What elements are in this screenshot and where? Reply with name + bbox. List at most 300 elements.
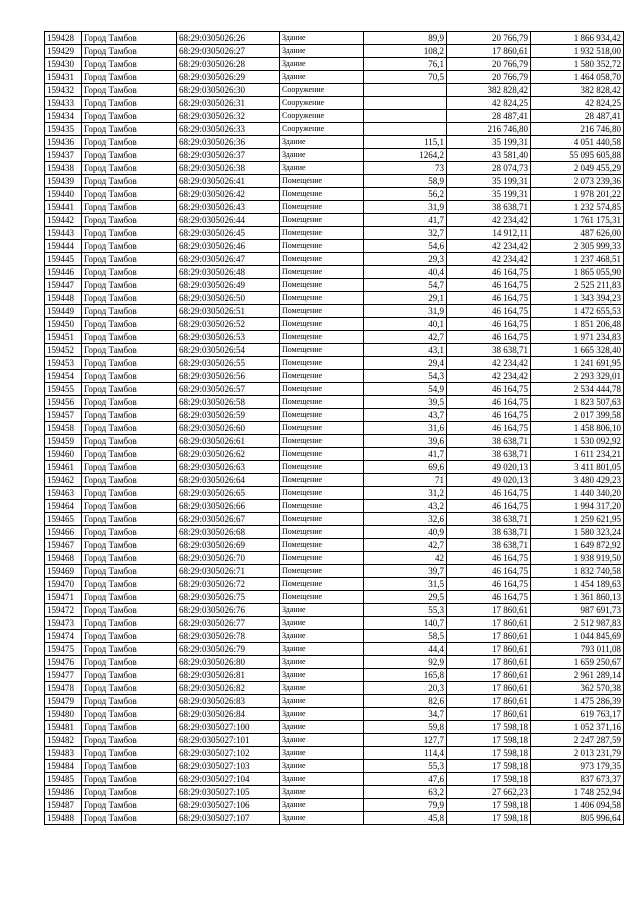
cadastral-number-cell: 68:29:0305026:52: [177, 318, 280, 331]
object-type-cell: Помещение: [280, 461, 364, 474]
city-name-cell: Город Тамбов: [82, 682, 177, 695]
object-type-cell: Здание: [280, 799, 364, 812]
table-row: [45, 370, 624, 383]
cadastral-number-cell: 68:29:0305027:103: [177, 760, 280, 773]
specific-value-cell: 46 164,75: [447, 565, 531, 578]
specific-value-cell: 38 638,71: [447, 201, 531, 214]
specific-value-cell: 46 164,75: [447, 409, 531, 422]
table-row: [45, 435, 624, 448]
row-number-cell: 159482: [45, 734, 82, 747]
area-value-cell: 43,7: [364, 409, 447, 422]
table-row: [45, 318, 624, 331]
table-row: [45, 591, 624, 604]
specific-value-cell: 17 860,61: [447, 617, 531, 630]
cadastral-number-cell: 68:29:0305026:82: [177, 682, 280, 695]
object-type-cell: Здание: [280, 656, 364, 669]
table-row: [45, 552, 624, 565]
table-row: [45, 669, 624, 682]
row-number-cell: 159477: [45, 669, 82, 682]
cadastral-number-cell: 68:29:0305026:63: [177, 461, 280, 474]
cadastral-number-cell: 68:29:0305026:33: [177, 123, 280, 136]
specific-value-cell: 17 860,61: [447, 708, 531, 721]
city-name-cell: Город Тамбов: [82, 474, 177, 487]
city-name-cell: Город Тамбов: [82, 175, 177, 188]
cadastral-value-cell: 1 851 206,48: [531, 318, 624, 331]
cadastral-value-cell: 362 570,38: [531, 682, 624, 695]
cadastral-number-cell: 68:29:0305026:69: [177, 539, 280, 552]
city-name-cell: Город Тамбов: [82, 526, 177, 539]
cadastral-number-cell: 68:29:0305026:84: [177, 708, 280, 721]
specific-value-cell: 20 766,79: [447, 71, 531, 84]
cadastral-number-cell: 68:29:0305026:67: [177, 513, 280, 526]
cadastral-value-sheet: [44, 31, 624, 825]
table-row: [45, 240, 624, 253]
city-name-cell: Город Тамбов: [82, 539, 177, 552]
cadastral-number-cell: 68:29:0305026:46: [177, 240, 280, 253]
area-value-cell: 76,1: [364, 58, 447, 71]
cadastral-number-cell: 68:29:0305026:55: [177, 357, 280, 370]
cadastral-number-cell: 68:29:0305026:83: [177, 695, 280, 708]
area-value-cell: 32,6: [364, 513, 447, 526]
table-row: [45, 71, 624, 84]
city-name-cell: Город Тамбов: [82, 760, 177, 773]
row-number-cell: 159434: [45, 110, 82, 123]
cadastral-value-cell: 2 305 999,33: [531, 240, 624, 253]
cadastral-value-cell: 1 580 352,72: [531, 58, 624, 71]
row-number-cell: 159478: [45, 682, 82, 695]
specific-value-cell: 42 234,42: [447, 240, 531, 253]
cadastral-value-cell: 1 971 234,83: [531, 331, 624, 344]
object-type-cell: Сооружение: [280, 110, 364, 123]
specific-value-cell: 35 199,31: [447, 175, 531, 188]
table-row: [45, 422, 624, 435]
object-type-cell: Помещение: [280, 318, 364, 331]
table-row: [45, 188, 624, 201]
city-name-cell: Город Тамбов: [82, 773, 177, 786]
object-type-cell: Помещение: [280, 305, 364, 318]
object-type-cell: Здание: [280, 149, 364, 162]
area-value-cell: 43,2: [364, 500, 447, 513]
table-row: [45, 656, 624, 669]
area-value-cell: 79,9: [364, 799, 447, 812]
object-type-cell: Помещение: [280, 500, 364, 513]
city-name-cell: Город Тамбов: [82, 214, 177, 227]
area-value-cell: 54,6: [364, 240, 447, 253]
object-type-cell: Помещение: [280, 435, 364, 448]
specific-value-cell: 49 020,13: [447, 474, 531, 487]
table-row: [45, 331, 624, 344]
area-value-cell: [364, 97, 447, 110]
specific-value-cell: 28 487,41: [447, 110, 531, 123]
object-type-cell: Помещение: [280, 253, 364, 266]
area-value-cell: [364, 84, 447, 97]
table-row: [45, 396, 624, 409]
object-type-cell: Помещение: [280, 279, 364, 292]
cadastral-value-cell: 1 866 934,42: [531, 32, 624, 45]
city-name-cell: Город Тамбов: [82, 799, 177, 812]
object-type-cell: Помещение: [280, 383, 364, 396]
area-value-cell: 108,2: [364, 45, 447, 58]
object-type-cell: Сооружение: [280, 84, 364, 97]
cadastral-value-cell: 1 611 234,21: [531, 448, 624, 461]
cadastral-value-cell: 1 361 860,13: [531, 591, 624, 604]
cadastral-number-cell: 68:29:0305026:75: [177, 591, 280, 604]
row-number-cell: 159445: [45, 253, 82, 266]
area-value-cell: 82,6: [364, 695, 447, 708]
cadastral-number-cell: 68:29:0305027:106: [177, 799, 280, 812]
city-name-cell: Город Тамбов: [82, 357, 177, 370]
cadastral-value-cell: 837 673,37: [531, 773, 624, 786]
cadastral-value-cell: 42 824,25: [531, 97, 624, 110]
specific-value-cell: 46 164,75: [447, 500, 531, 513]
object-type-cell: Здание: [280, 58, 364, 71]
table-row: [45, 45, 624, 58]
row-number-cell: 159469: [45, 565, 82, 578]
area-value-cell: 29,3: [364, 253, 447, 266]
object-type-cell: Помещение: [280, 370, 364, 383]
object-type-cell: Помещение: [280, 591, 364, 604]
area-value-cell: 41,7: [364, 214, 447, 227]
area-value-cell: 42,7: [364, 539, 447, 552]
object-type-cell: Здание: [280, 617, 364, 630]
specific-value-cell: 46 164,75: [447, 305, 531, 318]
area-value-cell: 39,6: [364, 435, 447, 448]
row-number-cell: 159432: [45, 84, 82, 97]
cadastral-value-cell: 793 011,08: [531, 643, 624, 656]
object-type-cell: Помещение: [280, 201, 364, 214]
area-value-cell: 31,9: [364, 305, 447, 318]
area-value-cell: 43,1: [364, 344, 447, 357]
specific-value-cell: 49 020,13: [447, 461, 531, 474]
object-type-cell: Помещение: [280, 175, 364, 188]
specific-value-cell: 28 074,73: [447, 162, 531, 175]
specific-value-cell: 46 164,75: [447, 578, 531, 591]
cadastral-number-cell: 68:29:0305027:107: [177, 812, 280, 825]
table-row: [45, 786, 624, 799]
object-type-cell: Помещение: [280, 357, 364, 370]
area-value-cell: 29,1: [364, 292, 447, 305]
cadastral-number-cell: 68:29:0305026:31: [177, 97, 280, 110]
specific-value-cell: 46 164,75: [447, 279, 531, 292]
table-row: [45, 604, 624, 617]
cadastral-number-cell: 68:29:0305026:50: [177, 292, 280, 305]
object-type-cell: Помещение: [280, 331, 364, 344]
cadastral-number-cell: 68:29:0305026:57: [177, 383, 280, 396]
specific-value-cell: 38 638,71: [447, 526, 531, 539]
cadastral-number-cell: 68:29:0305026:61: [177, 435, 280, 448]
city-name-cell: Город Тамбов: [82, 721, 177, 734]
table-row: [45, 292, 624, 305]
row-number-cell: 159453: [45, 357, 82, 370]
table-row: [45, 643, 624, 656]
specific-value-cell: 46 164,75: [447, 396, 531, 409]
table-row: [45, 799, 624, 812]
city-name-cell: Город Тамбов: [82, 162, 177, 175]
cadastral-number-cell: 68:29:0305026:29: [177, 71, 280, 84]
row-number-cell: 159460: [45, 448, 82, 461]
specific-value-cell: 17 860,61: [447, 656, 531, 669]
cadastral-number-cell: 68:29:0305026:58: [177, 396, 280, 409]
area-value-cell: 42: [364, 552, 447, 565]
cadastral-value-cell: 1 241 691,95: [531, 357, 624, 370]
object-type-cell: Здание: [280, 643, 364, 656]
city-name-cell: Город Тамбов: [82, 643, 177, 656]
row-number-cell: 159451: [45, 331, 82, 344]
city-name-cell: Город Тамбов: [82, 747, 177, 760]
row-number-cell: 159430: [45, 58, 82, 71]
table-row: [45, 695, 624, 708]
row-number-cell: 159487: [45, 799, 82, 812]
object-type-cell: Помещение: [280, 227, 364, 240]
cadastral-number-cell: 68:29:0305027:102: [177, 747, 280, 760]
table-row: [45, 123, 624, 136]
table-row: [45, 721, 624, 734]
row-number-cell: 159449: [45, 305, 82, 318]
cadastral-value-cell: 1 530 092,92: [531, 435, 624, 448]
cadastral-number-cell: 68:29:0305026:51: [177, 305, 280, 318]
specific-value-cell: 17 860,61: [447, 630, 531, 643]
city-name-cell: Город Тамбов: [82, 383, 177, 396]
city-name-cell: Город Тамбов: [82, 344, 177, 357]
row-number-cell: 159471: [45, 591, 82, 604]
cadastral-number-cell: 68:29:0305026:32: [177, 110, 280, 123]
specific-value-cell: 17 860,61: [447, 45, 531, 58]
object-type-cell: Здание: [280, 162, 364, 175]
object-type-cell: Помещение: [280, 188, 364, 201]
cadastral-number-cell: 68:29:0305026:26: [177, 32, 280, 45]
specific-value-cell: 17 598,18: [447, 760, 531, 773]
city-name-cell: Город Тамбов: [82, 396, 177, 409]
cadastral-value-cell: 2 961 289,14: [531, 669, 624, 682]
table-row: [45, 32, 624, 45]
table-row: [45, 760, 624, 773]
cadastral-value-cell: 2 049 455,29: [531, 162, 624, 175]
area-value-cell: [364, 110, 447, 123]
cadastral-value-cell: 28 487,41: [531, 110, 624, 123]
table-row: [45, 279, 624, 292]
cadastral-value-table: [44, 31, 624, 825]
table-row: [45, 617, 624, 630]
cadastral-number-cell: 68:29:0305026:66: [177, 500, 280, 513]
area-value-cell: 40,9: [364, 526, 447, 539]
specific-value-cell: 38 638,71: [447, 513, 531, 526]
specific-value-cell: 17 598,18: [447, 799, 531, 812]
area-value-cell: 31,6: [364, 422, 447, 435]
cadastral-value-cell: 2 293 329,01: [531, 370, 624, 383]
cadastral-value-cell: 619 763,17: [531, 708, 624, 721]
cadastral-number-cell: 68:29:0305026:78: [177, 630, 280, 643]
object-type-cell: Здание: [280, 695, 364, 708]
table-row: [45, 409, 624, 422]
object-type-cell: Здание: [280, 45, 364, 58]
area-value-cell: 54,7: [364, 279, 447, 292]
object-type-cell: Помещение: [280, 552, 364, 565]
specific-value-cell: 14 912,11: [447, 227, 531, 240]
row-number-cell: 159481: [45, 721, 82, 734]
row-number-cell: 159428: [45, 32, 82, 45]
area-value-cell: 63,2: [364, 786, 447, 799]
cadastral-number-cell: 68:29:0305027:104: [177, 773, 280, 786]
object-type-cell: Здание: [280, 630, 364, 643]
specific-value-cell: 35 199,31: [447, 136, 531, 149]
cadastral-number-cell: 68:29:0305026:64: [177, 474, 280, 487]
table-row: [45, 201, 624, 214]
specific-value-cell: 17 860,61: [447, 643, 531, 656]
cadastral-number-cell: 68:29:0305026:76: [177, 604, 280, 617]
cadastral-number-cell: 68:29:0305026:65: [177, 487, 280, 500]
row-number-cell: 159479: [45, 695, 82, 708]
row-number-cell: 159456: [45, 396, 82, 409]
area-value-cell: 29,5: [364, 591, 447, 604]
area-value-cell: 40,4: [364, 266, 447, 279]
specific-value-cell: 42 234,42: [447, 214, 531, 227]
object-type-cell: Здание: [280, 734, 364, 747]
specific-value-cell: 46 164,75: [447, 552, 531, 565]
area-value-cell: 58,9: [364, 175, 447, 188]
row-number-cell: 159458: [45, 422, 82, 435]
cadastral-number-cell: 68:29:0305026:30: [177, 84, 280, 97]
specific-value-cell: 20 766,79: [447, 58, 531, 71]
city-name-cell: Город Тамбов: [82, 448, 177, 461]
cadastral-number-cell: 68:29:0305026:56: [177, 370, 280, 383]
object-type-cell: Помещение: [280, 565, 364, 578]
cadastral-number-cell: 68:29:0305026:27: [177, 45, 280, 58]
table-row: [45, 58, 624, 71]
cadastral-value-cell: 1 052 371,16: [531, 721, 624, 734]
cadastral-number-cell: 68:29:0305026:60: [177, 422, 280, 435]
specific-value-cell: 42 824,25: [447, 97, 531, 110]
cadastral-number-cell: 68:29:0305027:101: [177, 734, 280, 747]
row-number-cell: 159468: [45, 552, 82, 565]
row-number-cell: 159483: [45, 747, 82, 760]
specific-value-cell: 46 164,75: [447, 591, 531, 604]
cadastral-value-cell: 1 659 250,67: [531, 656, 624, 669]
area-value-cell: 70,5: [364, 71, 447, 84]
cadastral-value-cell: 4 051 440,58: [531, 136, 624, 149]
object-type-cell: Здание: [280, 604, 364, 617]
object-type-cell: Помещение: [280, 513, 364, 526]
area-value-cell: 32,7: [364, 227, 447, 240]
cadastral-number-cell: 68:29:0305026:49: [177, 279, 280, 292]
cadastral-number-cell: 68:29:0305027:100: [177, 721, 280, 734]
object-type-cell: Помещение: [280, 526, 364, 539]
city-name-cell: Город Тамбов: [82, 422, 177, 435]
specific-value-cell: 17 860,61: [447, 695, 531, 708]
specific-value-cell: 17 860,61: [447, 604, 531, 617]
table-row: [45, 630, 624, 643]
table-row: [45, 175, 624, 188]
specific-value-cell: 42 234,42: [447, 253, 531, 266]
table-row: [45, 110, 624, 123]
row-number-cell: 159466: [45, 526, 82, 539]
specific-value-cell: 17 598,18: [447, 812, 531, 825]
row-number-cell: 159467: [45, 539, 82, 552]
cadastral-value-cell: 805 996,64: [531, 812, 624, 825]
city-name-cell: Город Тамбов: [82, 149, 177, 162]
row-number-cell: 159433: [45, 97, 82, 110]
cadastral-number-cell: 68:29:0305026:62: [177, 448, 280, 461]
city-name-cell: Город Тамбов: [82, 71, 177, 84]
object-type-cell: Здание: [280, 773, 364, 786]
city-name-cell: Город Тамбов: [82, 318, 177, 331]
row-number-cell: 159473: [45, 617, 82, 630]
row-number-cell: 159431: [45, 71, 82, 84]
cadastral-number-cell: 68:29:0305026:53: [177, 331, 280, 344]
object-type-cell: Помещение: [280, 474, 364, 487]
city-name-cell: Город Тамбов: [82, 708, 177, 721]
cadastral-number-cell: 68:29:0305026:48: [177, 266, 280, 279]
specific-value-cell: 216 746,80: [447, 123, 531, 136]
area-value-cell: 34,7: [364, 708, 447, 721]
cadastral-number-cell: 68:29:0305026:43: [177, 201, 280, 214]
object-type-cell: Помещение: [280, 292, 364, 305]
row-number-cell: 159457: [45, 409, 82, 422]
row-number-cell: 159485: [45, 773, 82, 786]
cadastral-number-cell: 68:29:0305027:105: [177, 786, 280, 799]
row-number-cell: 159472: [45, 604, 82, 617]
cadastral-value-cell: 1 748 252,94: [531, 786, 624, 799]
city-name-cell: Город Тамбов: [82, 604, 177, 617]
row-number-cell: 159480: [45, 708, 82, 721]
row-number-cell: 159437: [45, 149, 82, 162]
table-row: [45, 149, 624, 162]
table-row: [45, 500, 624, 513]
city-name-cell: Город Тамбов: [82, 578, 177, 591]
row-number-cell: 159476: [45, 656, 82, 669]
city-name-cell: Город Тамбов: [82, 500, 177, 513]
object-type-cell: Помещение: [280, 214, 364, 227]
table-row: [45, 383, 624, 396]
row-number-cell: 159452: [45, 344, 82, 357]
cadastral-value-cell: 1 343 394,23: [531, 292, 624, 305]
cadastral-value-cell: 2 013 231,79: [531, 747, 624, 760]
city-name-cell: Город Тамбов: [82, 513, 177, 526]
row-number-cell: 159470: [45, 578, 82, 591]
area-value-cell: 31,9: [364, 201, 447, 214]
area-value-cell: 127,7: [364, 734, 447, 747]
city-name-cell: Город Тамбов: [82, 279, 177, 292]
area-value-cell: 20,3: [364, 682, 447, 695]
object-type-cell: Помещение: [280, 578, 364, 591]
area-value-cell: 55,3: [364, 604, 447, 617]
row-number-cell: 159442: [45, 214, 82, 227]
cadastral-value-cell: 1 832 740,58: [531, 565, 624, 578]
area-value-cell: 54,3: [364, 370, 447, 383]
area-value-cell: 92,9: [364, 656, 447, 669]
area-value-cell: 31,2: [364, 487, 447, 500]
cadastral-number-cell: 68:29:0305026:37: [177, 149, 280, 162]
city-name-cell: Город Тамбов: [82, 461, 177, 474]
cadastral-number-cell: 68:29:0305026:54: [177, 344, 280, 357]
city-name-cell: Город Тамбов: [82, 266, 177, 279]
object-type-cell: Здание: [280, 708, 364, 721]
object-type-cell: Помещение: [280, 240, 364, 253]
table-row: [45, 734, 624, 747]
cadastral-value-cell: 1 440 340,20: [531, 487, 624, 500]
row-number-cell: 159484: [45, 760, 82, 773]
table-row: [45, 84, 624, 97]
row-number-cell: 159435: [45, 123, 82, 136]
table-row: [45, 708, 624, 721]
table-row: [45, 773, 624, 786]
cadastral-value-cell: 1 865 055,90: [531, 266, 624, 279]
cadastral-value-cell: 382 828,42: [531, 84, 624, 97]
cadastral-value-cell: 973 179,35: [531, 760, 624, 773]
city-name-cell: Город Тамбов: [82, 110, 177, 123]
cadastral-value-cell: 1 464 058,70: [531, 71, 624, 84]
specific-value-cell: 42 234,42: [447, 357, 531, 370]
cadastral-value-cell: 3 411 801,05: [531, 461, 624, 474]
